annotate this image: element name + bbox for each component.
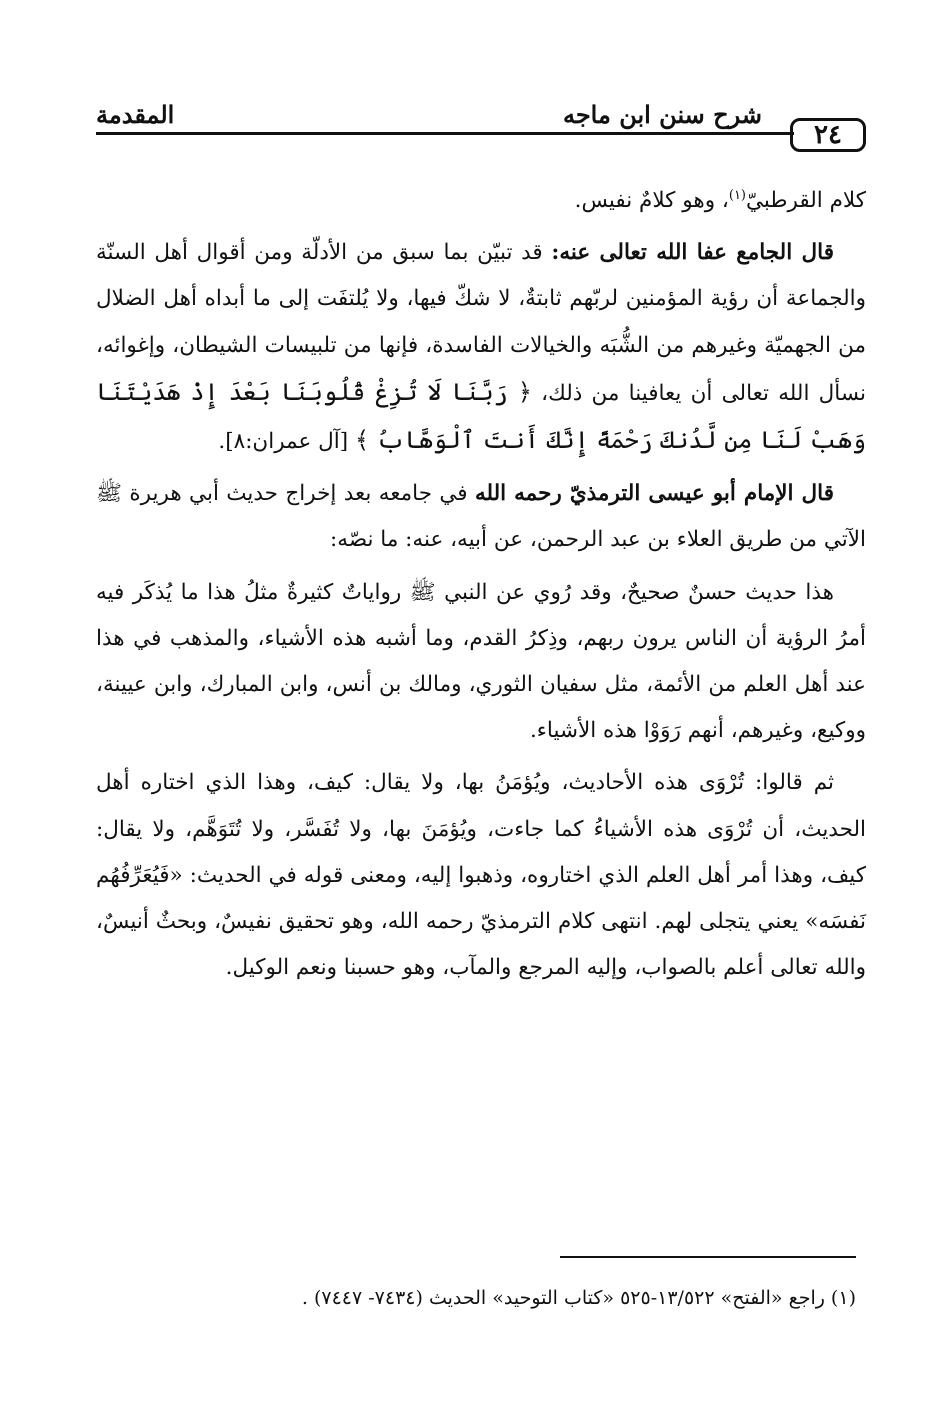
paragraph-1-text: كلام القرطبيّ xyxy=(746,188,866,213)
page-header xyxy=(96,96,866,156)
paragraph-2-lead: قال الجامع عفا الله تعالى عنه: xyxy=(551,240,834,266)
paragraph-2 xyxy=(96,230,866,465)
paragraph-5: ثم قالوا: تُرْوَى هذه الأحاديث، ويُؤمَنُ بها، ولا يقال: كيف، وهذا الذي اختاره أهل الحديث، أن تُرْوَى هذه الأشياءُ كما جاءت، ويُؤمَنَ بها، ولا تُفَسَّر، ولا تُتَوَهَّم، ولا يقال: كيف، وهذا أمر أهل العلم الذي اختاروه، وذهبوا إليه، ومعنى قوله في الحديث: «فَيُعَرِّفُهُم نَفسَه» يعني يتجلى لهم. انتهى كلام الترمذيّ رحمه الله، وهو تحقيق نفيسٌ، وبحثٌ أنيسٌ، والله تعالى أعلم بالصواب، وإليه المرجع والمآب، وهو حسبنا ونعم الوكيل. xyxy=(96,770,866,981)
paragraph-2-text: قد تبيّن بما سبق من الأدلّة ومن أقوال أهل السنّة والجماعة أن رؤية المؤمنين لربّهم ثابتةٌ، لا شكّ فيها، ولا يُلتفَت إلى ما أبداه أهل الضلال من الجهميّة وغيرهم من الشُّبَه والخيالات الفاسدة، فإنها من تلبيسات الشيطان، وإغوائه، نسأل الله تعالى أن يعافينا من ذلك، xyxy=(96,240,867,406)
book-title: شرح سنن ابن ماجه xyxy=(562,100,762,129)
section-title: المقدمة xyxy=(96,100,175,129)
footnote-ref: (١) xyxy=(728,187,746,203)
footnote-divider xyxy=(560,1256,856,1258)
verse-reference: [آل عمران:٨]. xyxy=(218,429,355,455)
paragraph-3-lead: قال الإمام أبو عيسى الترمذيّ رحمه الله xyxy=(474,481,834,507)
header-divider xyxy=(96,132,794,135)
paragraph-4: هذا حديث حسنٌ صحيحٌ، وقد رُوي عن النبي ﷺ رواياتٌ كثيرةٌ مثلُ هذا ما يُذكَر فيه أمرُ الرؤية أن الناس يرون ربهم، وذِكرُ القدم، وما أشبه هذه الأشياء، والمذهب في هذا عند أهل العلم من الأئمة، مثل سفيان الثوري، ومالك بن أنس، وابن المبارك، وابن عيينة، ووكيع، وغيرهم، أنهم رَوَوْا هذه الأشياء. xyxy=(96,579,866,744)
paragraph-3-text: في جامعه بعد إخراج حديث أبي هريرة ﷺ الآتي من طريق العلاء بن عبد الرحمن، عن أبيه، عنه: ما نصّه: xyxy=(96,481,866,553)
main-text xyxy=(96,178,866,997)
quran-verse: ﴿ رَبَّنَا لَا تُزِغْ قُلُوبَنَا بَعْدَ إِذْ هَدَيْتَنَا وَهَبْ لَنَا مِن لَّدُنكَ رَحْمَةً إِنَّكَ أَنتَ ٱلْوَهَّابُ ﴾ xyxy=(96,377,866,455)
page-number: ٢٤ xyxy=(790,118,866,152)
paragraph-1 xyxy=(96,178,866,224)
paragraph-1-rest: ، وهو كلامٌ نفيس. xyxy=(574,188,729,213)
footnote-1: (١) راجع «الفتح» ١٣/٥٢٢-٥٢٥ «كتاب التوحيد» الحديث (٧٤٣٤- ٧٤٤٧) . xyxy=(301,1287,856,1309)
paragraph-3 xyxy=(96,471,866,563)
